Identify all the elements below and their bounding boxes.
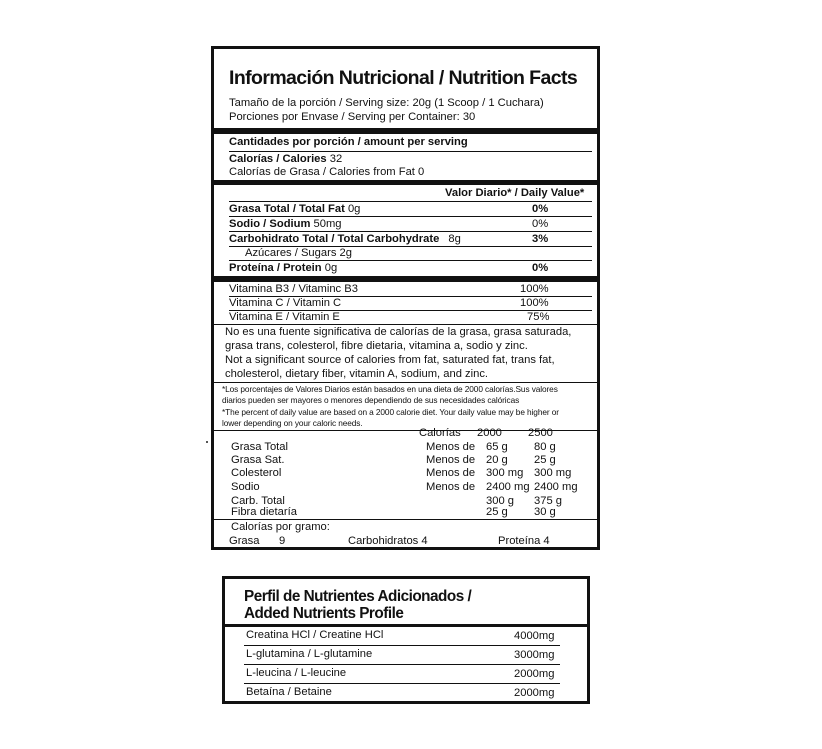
nutrient-row-sodium <box>229 218 342 230</box>
footnote-2: diarios pueden ser mayores o menores dependiendo de sus necesidades calóricas <box>222 395 520 405</box>
footnote-3: *The percent of daily value are based on a 2000 calorie diet. Your daily value may be higher or <box>222 407 559 417</box>
per-gram-fat-label: Grasa <box>229 535 260 547</box>
table-row-2500: 30 g <box>534 506 556 518</box>
note-english-1: Not a significant source of calories from fat, saturated fat, trans fat, <box>225 354 555 366</box>
nutrient-name: L-leucina / L-leucine <box>246 667 347 679</box>
serving-size: Tamaño de la porción / Serving size: 20g (1 Scoop / 1 Cuchara) <box>229 97 544 109</box>
table-row-2000: 20 g <box>486 454 508 466</box>
nutrient-amount: 0g <box>324 262 338 274</box>
table-row-2500: 375 g <box>534 495 562 507</box>
per-gram-protein: Proteína 4 <box>498 535 550 547</box>
vitamin-row: Vitamina C / Vitamin C <box>229 297 342 309</box>
table-row-2500: 25 g <box>534 454 556 466</box>
calories-label: Calorías / Calories <box>229 153 327 165</box>
table-row-label: Carb. Total <box>231 495 285 507</box>
vitamin-pct: 75% <box>527 311 550 323</box>
nutrient-amount: 0g <box>347 203 361 215</box>
divider <box>229 201 592 202</box>
table-row-menos: Menos de <box>426 467 476 479</box>
vitamin-row: Vitamina B3 / Vitaminc B3 <box>229 283 358 295</box>
nutrient-pct: 0% <box>532 203 549 215</box>
table-head-2500: 2500 <box>528 427 553 439</box>
nutrient-amount: 2000mg <box>514 687 555 699</box>
nutrient-label: Sodio / Sodium <box>229 218 311 230</box>
daily-value-header: Valor Diario* / Daily Value* <box>445 187 585 199</box>
amount-per-serving-header: Cantidades por porción / amount per serving <box>229 136 468 148</box>
table-row-menos: Menos de <box>426 454 476 466</box>
table-row-2500: 300 mg <box>534 467 572 479</box>
added-nutrient-row <box>244 684 560 703</box>
nutrient-name: L-glutamina / L-glutamine <box>246 648 373 660</box>
calories-row <box>229 153 342 165</box>
stray-dot <box>206 441 208 443</box>
thick-rule <box>214 180 597 185</box>
table-row-2000: 2400 mg <box>486 481 530 493</box>
added-nutrient-row <box>244 627 560 646</box>
table-row-label: Sodio <box>231 481 260 493</box>
divider <box>214 519 597 520</box>
per-gram-title: Calorías por gramo: <box>231 521 330 533</box>
table-row-label: Fibra dietaría <box>231 506 297 518</box>
table-row-label: Grasa Total <box>231 441 289 453</box>
added-nutrients-title-es: Perfil de Nutrientes Adicionados / <box>244 588 472 605</box>
added-nutrient-row <box>244 665 560 684</box>
nutrient-amount: 50mg <box>313 218 342 230</box>
nutrient-name: Creatina HCl / Creatine HCl <box>246 629 384 641</box>
calories-value: 32 <box>329 153 343 165</box>
per-gram-fat-value: 9 <box>279 535 286 547</box>
nutrient-row-carbohydrate <box>229 233 461 245</box>
table-row-menos: Menos de <box>426 481 476 493</box>
nutrient-label: Carbohidrato Total / Total Carbohydrate <box>229 233 440 245</box>
nutrient-amount: 3000mg <box>514 649 555 661</box>
thick-rule <box>214 128 597 134</box>
table-row-2000: 300 g <box>486 495 514 507</box>
nutrient-label: Proteína / Protein <box>229 262 322 274</box>
divider <box>214 382 597 383</box>
vitamin-pct: 100% <box>520 283 549 295</box>
divider <box>229 151 592 152</box>
table-head-calorias: Calorías <box>419 427 461 439</box>
calories-from-fat: Calorías de Grasa / Calories from Fat 0 <box>229 166 425 178</box>
divider <box>229 216 592 217</box>
nutrient-label: Grasa Total / Total Fat <box>229 203 345 215</box>
table-row-2000: 300 mg <box>486 467 524 479</box>
divider <box>229 260 592 261</box>
added-nutrients-title-en: Added Nutrients Profile <box>244 605 404 622</box>
nutrient-label: Azúcares / Sugars <box>245 247 337 259</box>
per-gram-carbs: Carbohidratos 4 <box>348 535 428 547</box>
footnote-1: *Los porcentajes de Valores Diarios están basados en una dieta de 2000 calorías.Sus valores <box>222 384 558 394</box>
nutrient-amount: 8g <box>448 233 461 245</box>
table-row-2000: 25 g <box>486 506 508 518</box>
note-spanish-1: No es una fuente significativa de calorías de la grasa, grasa saturada, <box>225 326 572 338</box>
note-spanish-2: grasa trans, colesterol, fibre dietaria, vitamina a, sodio y zinc. <box>225 340 528 352</box>
added-nutrients-title <box>244 588 471 622</box>
vitamin-pct: 100% <box>520 297 549 309</box>
divider <box>214 324 597 325</box>
thick-rule <box>214 276 597 282</box>
nutrient-pct: 0% <box>532 218 549 230</box>
note-english-2: cholesterol, dietary fiber, vitamin A, sodium, and zinc. <box>225 368 489 380</box>
added-nutrients-panel <box>222 576 590 704</box>
nutrient-pct: 3% <box>532 233 549 245</box>
divider <box>229 231 592 232</box>
added-nutrient-row <box>244 646 560 665</box>
nutrient-amount: 2g <box>339 247 352 259</box>
nutrition-facts-panel <box>211 46 600 550</box>
nutrient-row-sugars <box>245 247 352 259</box>
nutrient-pct: 0% <box>532 262 549 274</box>
table-row-label: Grasa Sat. <box>231 454 285 466</box>
nutrient-row-fat <box>229 203 360 215</box>
table-row-2500: 80 g <box>534 441 556 453</box>
table-row-2500: 2400 mg <box>534 481 578 493</box>
table-head-2000: 2000 <box>477 427 502 439</box>
table-row-label: Colesterol <box>231 467 282 479</box>
vitamin-row: Vitamina E / Vitamin E <box>229 311 340 323</box>
footnote-4: lower depending on your caloric needs. <box>222 418 363 428</box>
nutrient-amount: 4000mg <box>514 630 555 642</box>
table-row-2000: 65 g <box>486 441 508 453</box>
table-row-menos: Menos de <box>426 441 476 453</box>
nutrition-title: Información Nutricional / Nutrition Facts <box>229 67 578 89</box>
nutrient-name: Betaína / Betaine <box>246 686 332 698</box>
servings-per-container: Porciones por Envase / Serving per Container: 30 <box>229 111 476 123</box>
nutrient-row-protein <box>229 262 337 274</box>
nutrient-amount: 2000mg <box>514 668 555 680</box>
